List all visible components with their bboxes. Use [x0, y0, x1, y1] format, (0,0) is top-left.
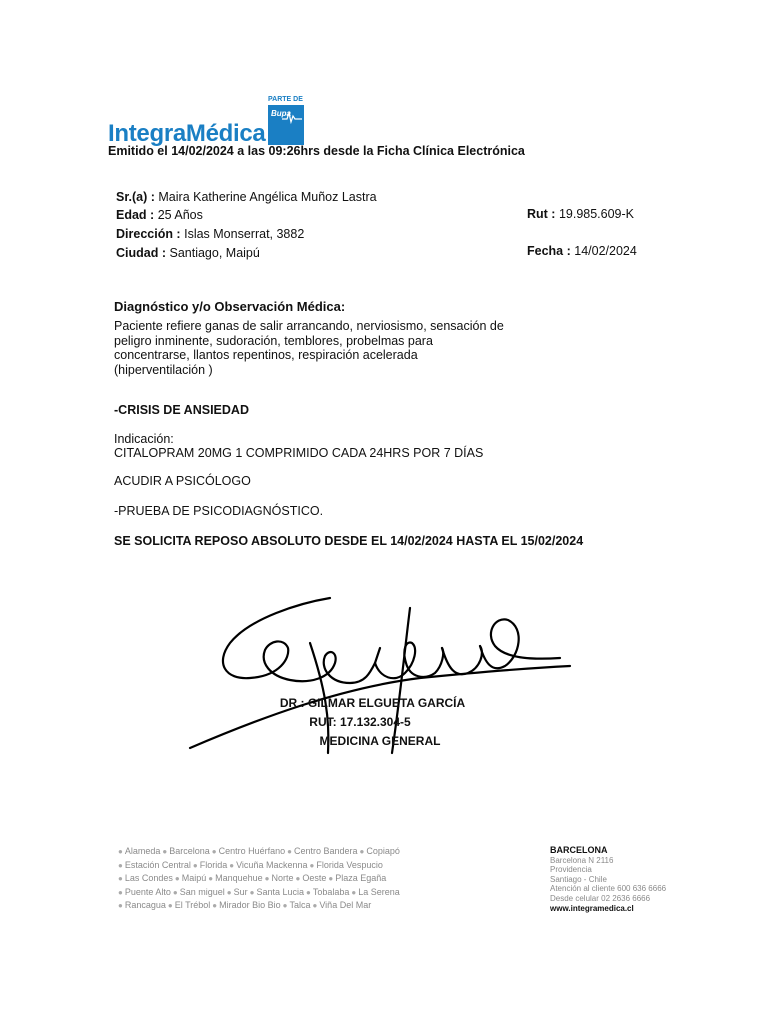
patient-age: 25 Años: [157, 208, 203, 222]
document-date-label: Fecha :: [527, 244, 571, 258]
bupa-logo-box: [268, 105, 304, 145]
patient-rut: 19.985.609-K: [558, 207, 635, 221]
branch-line: ● Rancagua ● El Trébol ● Mirador Bio Bio ● Talca ● Viña Del Mar: [118, 900, 372, 910]
patient-address-label: Dirección :: [116, 227, 181, 241]
referral-line: ACUDIR A PSICÓLOGO: [114, 474, 251, 488]
patient-rut-label: Rut :: [527, 207, 556, 221]
patient-name: Maira Katherine Angélica Muñoz Lastra: [158, 190, 377, 204]
diagnosis-crisis: -CRISIS DE ANSIEDAD: [114, 403, 249, 417]
patient-address-row: [116, 225, 304, 244]
heartbeat-icon: [282, 110, 302, 124]
address-line: Santiago - Chile: [550, 874, 607, 884]
branch-line: ● Puente Alto ● San miguel ● Sur ● Santa Lucia ● Tobalaba ● La Serena: [118, 886, 400, 897]
phone-line: Desde celular 02 2636 6666: [550, 893, 651, 903]
phone-line: Atención al cliente 600 636 6666: [550, 884, 667, 894]
test-line: -PRUEBA DE PSICODIAGNÓSTICO.: [114, 504, 324, 518]
bupa-brand-text: Bupa: [271, 109, 291, 118]
branch-address: [550, 846, 710, 913]
rest-line: SE SOLICITA REPOSO ABSOLUTO DESDE EL 14/02/2024 HASTA EL 15/02/2024: [114, 534, 584, 548]
medication-line: CITALOPRAM 20MG 1 COMPRIMIDO CADA 24HRS POR 7 DÍAS: [114, 446, 484, 460]
patient-address: Islas Monserrat, 3882: [184, 227, 305, 241]
patient-city-label: Ciudad :: [116, 246, 166, 260]
address-line: Barcelona N 2116: [550, 855, 614, 865]
document-date: 14/02/2024: [574, 244, 637, 258]
emitted-line: Emitido el 14/02/2024 a las 09:26hrs desde la Ficha Clínica Electrónica: [108, 144, 525, 158]
patient-name-label: Sr.(a) :: [116, 190, 155, 204]
bupa-badge: [268, 96, 306, 145]
branch-line: ● Las Condes ● Maipú ● Manquehue ● Norte ● Oeste ● Plaza Egaña: [118, 873, 387, 883]
patient-age-row: [116, 206, 203, 225]
branch-line: ● Alameda ● Barcelona ● Centro Huérfano ● Centro Bandera ● Copiapó: [118, 846, 400, 856]
patient-city-row: [116, 244, 260, 263]
branch-list: [116, 845, 426, 913]
logo-tag-top: PARTE DE: [268, 96, 303, 103]
doctor-name: DR : GILMAR ELGUETA GARCÍA: [279, 696, 466, 710]
branch-line: ● Estación Central ● Florida ● Vicuña Mackenna ● Florida Vespucio: [118, 859, 383, 870]
indication-label: Indicación:: [114, 432, 174, 446]
patient-age-label: Edad :: [116, 208, 155, 222]
doctor-rut: RUT: 17.132.304-5: [309, 715, 411, 729]
website-link[interactable]: www.integramedica.cl: [550, 903, 634, 913]
branch-name: BARCELONA: [550, 845, 608, 855]
integramedica-logo: IntegraMédica: [108, 120, 266, 147]
doctor-specialty: MEDICINA GENERAL: [319, 734, 441, 748]
diagnosis-text: Paciente refiere ganas de salir arrancando, nerviosismo, sensación de peligro inminente, sudoración, temblores, probelmas para concentrarse, llantos repentinos, respiración acelerada (hiperventilación ): [114, 319, 504, 377]
diagnosis-title: Diagnóstico y/o Observación Médica:: [114, 299, 346, 314]
patient-rut-row: [527, 205, 634, 224]
patient-city: Santiago, Maipú: [169, 246, 260, 260]
patient-name-row: [116, 188, 377, 207]
document-date-row: [527, 242, 637, 261]
address-line: Providencia: [550, 865, 592, 875]
